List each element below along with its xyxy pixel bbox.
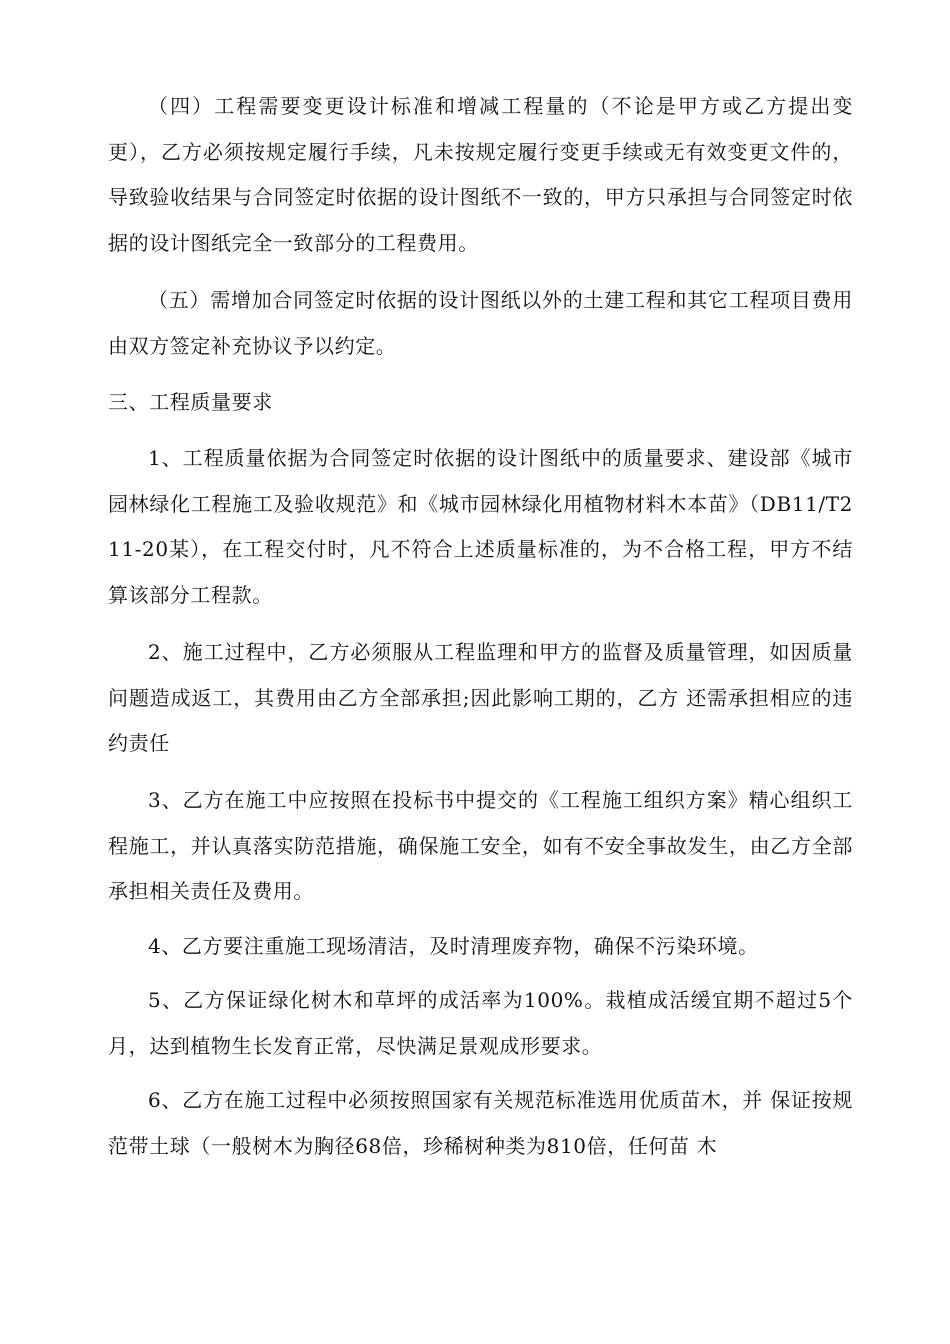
paragraph-clause-5: （五）需增加合同签定时依据的设计图纸以外的土建工程和其它工程项目费用由双方签定补充协议予以约定。 <box>108 288 853 358</box>
section-heading-quality: 三、工程质量要求 <box>108 390 273 414</box>
paragraph-clause-4: （四）工程需要变更设计标准和增减工程量的（不论是甲方或乙方提出变更），乙方必须按规定履行手续，凡未按规定履行变更手续或无有效变更文件的，导致验收结果与合同签定时依据的设计图纸不一致的，甲方只承担与合同签定时依据的设计图纸完全一致部分的工程费用。 <box>108 94 853 255</box>
paragraph-quality-item-5: 5、乙方保证绿化树木和草坪的成活率为100%。栽植成活缓宜期不超过5个月，达到植物生长发育正常，尽快满足景观成形要求。 <box>108 988 853 1058</box>
paragraph-quality-item-2: 2、施工过程中，乙方必须服从工程监理和甲方的监督及质量管理，如因质量问题造成返工，其费用由乙方全部承担;因此影响工期的，乙方 还需承担相应的违约责任 <box>108 640 853 755</box>
paragraph-quality-item-6: 6、乙方在施工过程中必须按照国家有关规范标准选用优质苗木，并 保证按规范带土球（一般树木为胸径68倍，珍稀树种类为810倍，任何苗 木 <box>108 1088 853 1158</box>
paragraph-quality-item-4: 4、乙方要注重施工现场清洁，及时清理废弃物，确保不污染环境。 <box>148 934 759 958</box>
paragraph-quality-item-3: 3、乙方在施工中应按照在投标书中提交的《工程施工组织方案》精心组织工程施工，并认真落实防范措施，确保施工安全，如有不安全事故发生，由乙方全部承担相关责任及费用。 <box>108 788 853 903</box>
paragraph-quality-item-1: 1、工程质量依据为合同签定时依据的设计图纸中的质量要求、建设部《城市园林绿化工程施工及验收规范》和《城市园林绿化用植物材料木本苗》（DB11/T211-20某），在工程交付时，凡不符合上述质量标准的，为不合格工程，甲方不结算该部分工程款。 <box>108 446 853 607</box>
